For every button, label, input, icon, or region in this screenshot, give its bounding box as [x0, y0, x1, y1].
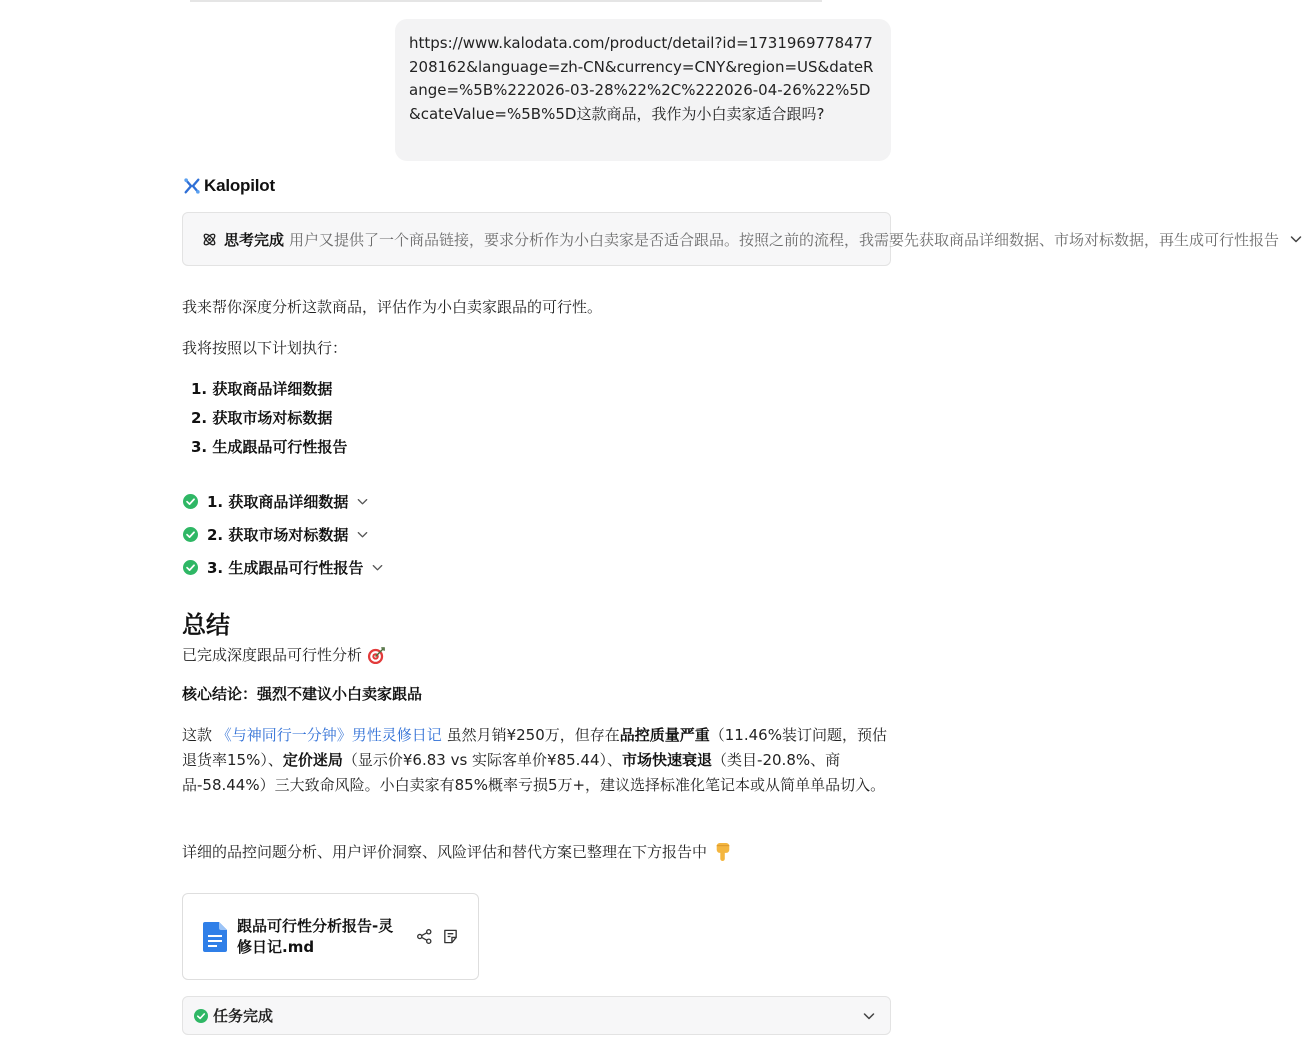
step-label: 2. 获取市场对标数据 — [207, 526, 349, 544]
atom-icon — [201, 231, 218, 248]
step-label: 1. 获取商品详细数据 — [207, 493, 349, 511]
thinking-label: 思考完成 — [224, 230, 285, 249]
chevron-down-icon[interactable] — [356, 495, 369, 508]
thinking-panel[interactable] — [182, 212, 1280, 266]
document-icon — [203, 922, 227, 952]
intro-text: 我来帮你深度分析这款商品，评估作为小白卖家跟品的可行性。 — [182, 298, 603, 316]
step-item-3[interactable] — [183, 551, 384, 584]
check-circle-icon — [194, 1009, 208, 1023]
assistant-header — [183, 176, 275, 196]
plan-item: 3. 生成跟品可行性报告 — [191, 438, 348, 456]
plan-item: 2. 获取市场对标数据 — [191, 409, 333, 427]
step-item-2[interactable] — [183, 518, 384, 551]
report-pointer-text: 详细的品控问题分析、用户评价洞察、风险评估和替代方案已整理在下方报告中 — [182, 843, 708, 861]
chevron-down-icon[interactable] — [356, 528, 369, 541]
chevron-down-icon[interactable] — [371, 561, 384, 574]
text-span: （11.46%装订问题，预估退货率15%）、 — [182, 726, 887, 769]
assistant-name: Kalopilot — [204, 176, 275, 195]
target-icon — [367, 646, 386, 665]
check-circle-icon — [183, 560, 198, 575]
plan-intro-text: 我将按照以下计划执行： — [182, 339, 348, 357]
risk-quality: 品控质量严重 — [619, 726, 710, 744]
text-span: 这款 — [182, 726, 217, 744]
text-span: （类目-20.8%、商品-58.44%）三大致命风险。小白卖家有85%概率亏损5万+，建议选择标准化笔记本或从简单单品切入。 — [182, 751, 886, 794]
step-label: 3. 生成跟品可行性报告 — [207, 559, 364, 577]
task-label: 任务完成 — [213, 1007, 274, 1025]
summary-done-line — [182, 642, 386, 668]
preview-note-icon[interactable] — [442, 928, 459, 945]
core-conclusion: 核心结论：强烈不建议小白卖家跟品 — [182, 685, 423, 703]
check-circle-icon — [183, 527, 198, 542]
chevron-down-icon[interactable] — [1289, 232, 1303, 246]
summary-done-text: 已完成深度跟品可行性分析 — [182, 646, 363, 664]
file-name: 跟品可行性分析报告-灵修日记.md — [237, 916, 394, 956]
user-message: https://www.kalodata.com/product/detail?id=1731969778477208162&language=zh-CN&currency=CNY&region=US&dateRange=%5B%222026-03-28%22%2C%222026-04-26%22%5D&cateValue=%5B%5D这款商品，我作为小白卖家适合跟吗? — [395, 19, 891, 161]
pointing-down-icon — [714, 842, 732, 862]
risk-pricing: 定价迷局 — [282, 751, 343, 769]
step-item-1[interactable] — [183, 485, 384, 518]
text-span: （显示价¥6.83 vs 实际客单价¥85.44）、 — [342, 751, 623, 769]
thinking-summary: 用户又提供了一个商品链接，要求分析作为小白卖家是否适合跟品。按照之前的流程，我需要先获取商品详细数据、市场对标数据，再生成可行性报告 — [289, 230, 1280, 249]
report-pointer-line — [182, 839, 732, 865]
report-file-card[interactable] — [182, 893, 479, 980]
analysis-paragraph — [182, 723, 887, 798]
risk-market: 市场快速衰退 — [622, 751, 713, 769]
share-icon[interactable] — [416, 928, 433, 945]
plan-item: 1. 获取商品详细数据 — [191, 380, 333, 398]
summary-heading: 总结 — [182, 611, 230, 639]
task-complete-bar[interactable] — [182, 996, 891, 1035]
kalopilot-logo-icon — [183, 177, 201, 195]
check-circle-icon — [183, 494, 198, 509]
previous-message-divider — [190, 0, 822, 2]
chevron-down-icon[interactable] — [862, 1009, 876, 1023]
step-list — [183, 485, 384, 584]
product-link[interactable]: 《与神同行一分钟》男性灵修日记 — [216, 726, 442, 744]
text-span: 虽然月销¥250万，但存在 — [441, 726, 620, 744]
plan-list — [191, 376, 347, 463]
